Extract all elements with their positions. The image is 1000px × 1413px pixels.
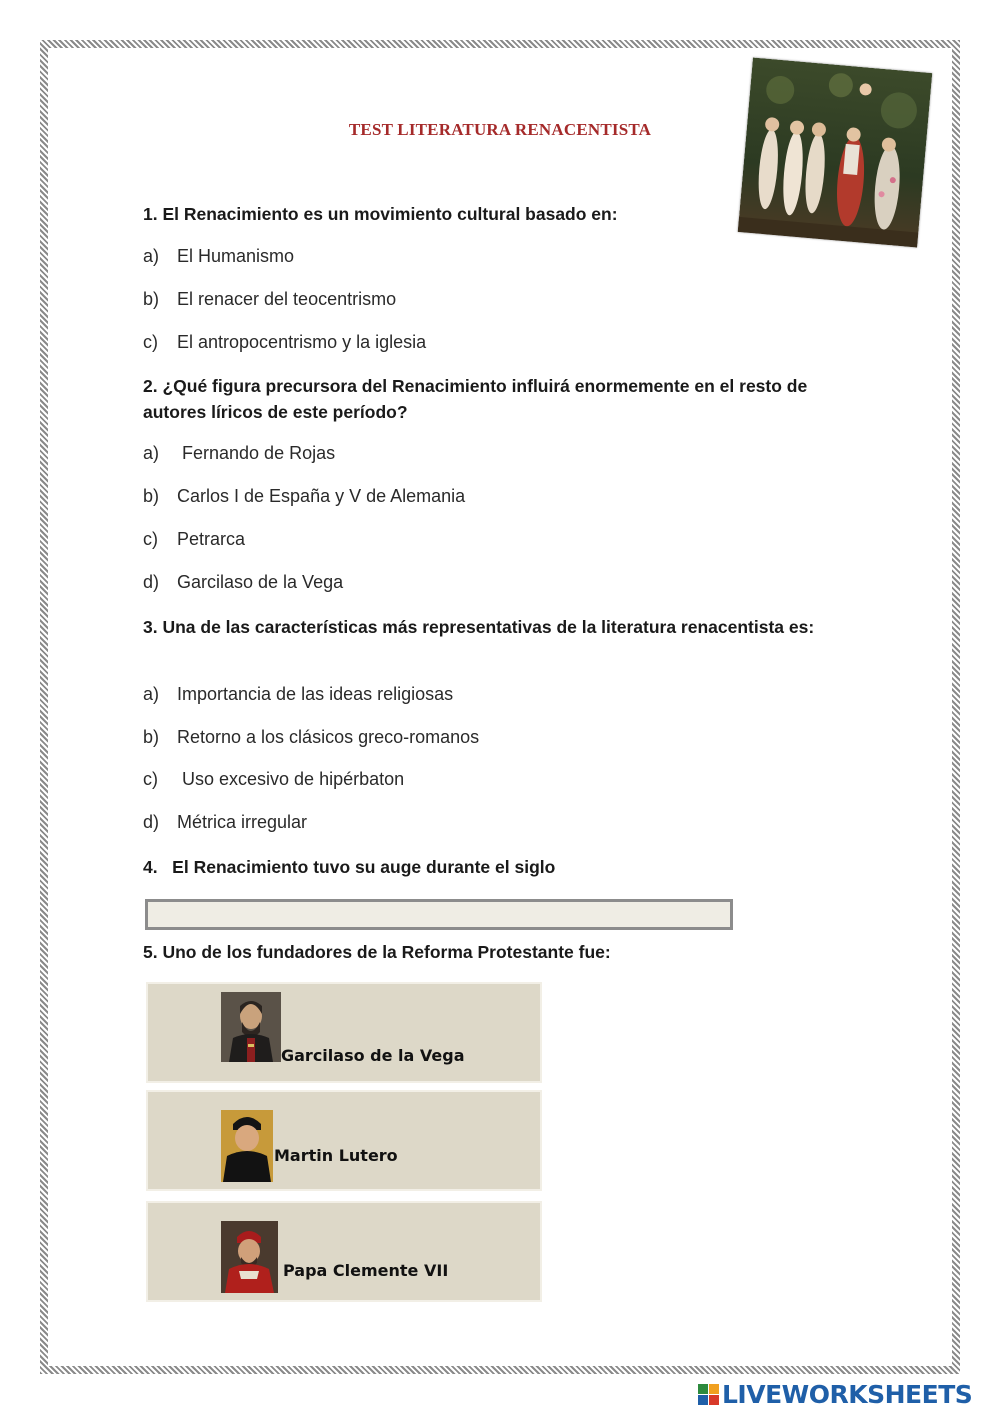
century-answer-input[interactable] [145,899,733,930]
choice-clemente-label: Papa Clemente VII [283,1261,449,1280]
page-title: TEST LITERATURA RENACENTISTA [348,120,652,139]
question-4: 4. El Renacimiento tuvo su auge durante el siglo [143,857,556,877]
choice-garcilaso[interactable] [146,982,542,1083]
q2-option-b[interactable]: b) Carlos I de España y V de Alemania [143,486,466,506]
q3-option-d[interactable]: d) Métrica irregular [143,812,308,832]
q2-option-a[interactable]: a) Fernando de Rojas [143,443,336,463]
portrait-lutero-image [221,1110,273,1182]
portrait-garcilaso-image [221,992,281,1062]
portrait-clemente-image [221,1221,278,1293]
question-1: 1. El Renacimiento es un movimiento cultural basado en: [143,204,618,224]
choice-garcilaso-label: Garcilaso de la Vega [281,1046,465,1065]
q3-option-a[interactable]: a) Importancia de las ideas religiosas [143,684,454,704]
question-5: 5. Uno de los fundadores de la Reforma Protestante fue: [143,942,611,962]
q3-option-b[interactable]: b) Retorno a los clásicos greco-romanos [143,727,480,747]
question-3: 3. Una de las características más representativas de la literatura renacentista es: [143,617,815,637]
question-2: 2. ¿Qué figura precursora del Renacimiento influirá enormemente en el resto de autores líricos de este período? [143,376,808,422]
choice-lutero-label: Martin Lutero [274,1146,398,1165]
q1-option-b[interactable]: b) El renacer del teocentrismo [143,289,397,309]
q1-option-c[interactable]: c) El antropocentrismo y la iglesia [143,332,427,352]
q3-option-c[interactable]: c) Uso excesivo de hipérbaton [143,769,405,789]
liveworksheets-logo[interactable] [698,1379,972,1409]
brand-name: LIVEWORKSHEETS [722,1379,973,1409]
q1-option-a[interactable]: a) El Humanismo [143,246,295,266]
liveworksheets-mark-icon [698,1384,719,1405]
choice-lutero[interactable] [146,1090,542,1191]
q2-option-c[interactable]: c) Petrarca [143,529,246,549]
q2-option-d[interactable]: d) Garcilaso de la Vega [143,572,344,592]
choice-clemente[interactable] [146,1201,542,1302]
